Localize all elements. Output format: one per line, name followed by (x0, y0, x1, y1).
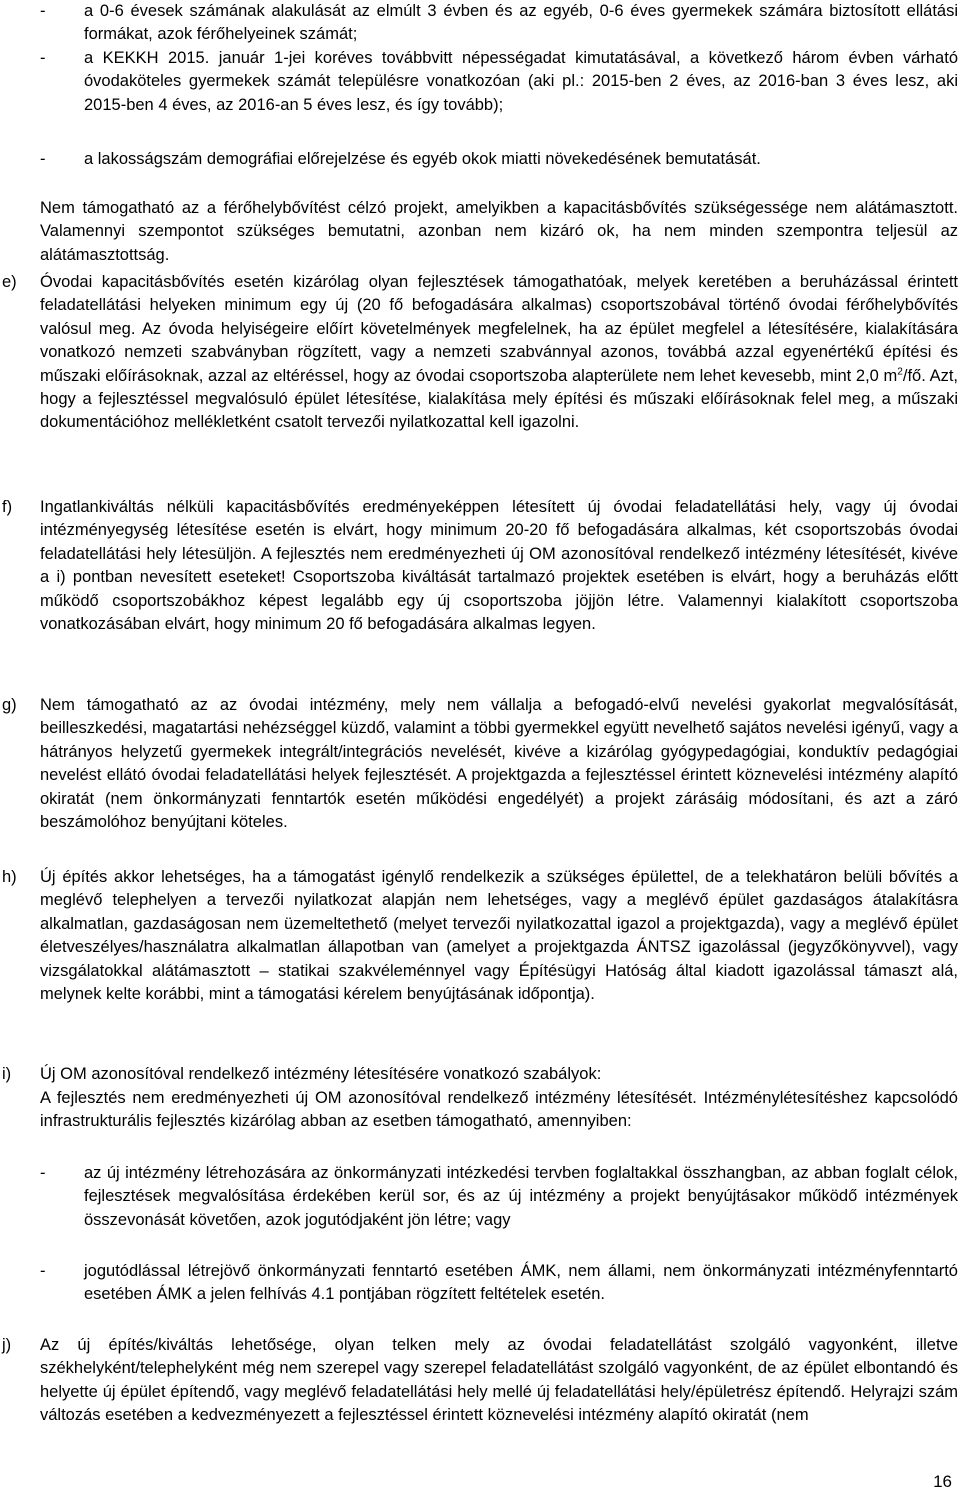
item-h-text: Új építés akkor lehetséges, ha a támogatást igénylő rendelkezik a szükséges épülettel, de a telekhatáron belüli bővítés a meglévő telephelyen a tervezői nyilatkozat alapján nem lehetséges, vagy a meglévő épület gazdaságos átalakításra alkalmatlan, gazdaságosan nem üzemeltethető (melyet tervezői nyilatkozattal igazol a projektgazda), vagy a meglévő épület életveszélyes/használatra alkalmatlan állapotban van (amelyet a projektgazda ÁNTSZ igazolással (jegyzőkönyvvel), vagy vizsgálatokkal alátámasztott – statikai szakvéleménnyel vagy Építésügyi Hatóság által kiadott igazolással támaszt alá, melynek kelte korábbi, mint a támogatási kérelem benyújtásának időpontja). (40, 868, 958, 1004)
item-label-g: g) (2, 696, 17, 714)
item-label-f: f) (2, 498, 13, 516)
bullet-dash: - (40, 1164, 46, 1182)
bullet-item: az új intézmény létrehozására az önkormányzati intézkedési tervben foglaltakkal összhangban, az abban foglalt célok, fejlesztések megvalósítása érdekében kerül sor, és az új intézmény a projekt benyújtásakor működő intézmények összevonását követően, azok jogutódjaként jön létre; vagy (84, 1164, 958, 1229)
item-e-text-b: /fő. Azt, hogy a fejlesztéssel megvalósuló épület létesítése, kialakítása mely építési és műszaki előírásoknak felel meg, a műszaki dokumentációhoz mellékletként csatolt tervezői nyilatkozattal kell igazolni. (40, 366, 958, 432)
bullet-item: jogutódlással létrejövő önkormányzati fenntartó esetében ÁMK, nem állami, nem önkormányzati intézményfenntartó esetében ÁMK a jelen felhívás 4.1 pontjában rögzített feltételek esetén. (84, 1262, 958, 1304)
item-i-intro: Új OM azonosítóval rendelkező intézmény létesítésére vonatkozó szabályok: (40, 1065, 602, 1083)
page-number: 16 (933, 1472, 952, 1491)
item-label-i: i) (2, 1065, 12, 1083)
item-label-h: h) (2, 868, 17, 886)
bullet-dash: - (40, 150, 46, 168)
superscript: 2 (897, 366, 903, 378)
item-e-text (40, 271, 958, 435)
item-i-text: A fejlesztés nem eredményezheti új OM azonosítóval rendelkező intézmény létesítését. Intézménylétesítéshez kapcsolódó infrastrukturális fejlesztés kizárólag abban az esetben támogatható, amennyiben: (40, 1089, 958, 1131)
bullet-item: a lakosságszám demográfiai előrejelzése és egyéb okok miatti növekedésének bemutatását. (84, 150, 761, 168)
item-j-text: Az új építés/kiváltás lehetősége, olyan telken mely az óvodai feladatellátást szolgáló vagyonként, illetve székhelyként/telephelyként még nem szerepel vagy szerepel feladatellátást szolgáló vagyonként, de az épület elbontandó és helyette új épület építendő, vagy meglévő feladatellátási hely mellé új feladatellátási hely/épületrész építendő. Helyrajzi szám változás esetében a kedvezményezett a fejlesztéssel érintett köznevelési intézmény alapító okiratát (nem (40, 1336, 958, 1425)
item-g-text: Nem támogatható az az óvodai intézmény, mely nem vállalja a befogadó-elvű nevelési gyakorlat megvalósítását, beilleszkedési, magatartási nehézséggel küzdő, valamint a többi gyermekkel együtt nevelhető sajátos nevelési igényű, vagy a hátrányos helyzetű gyermekek integrált/integrációs nevelését, kivéve a kizárólag gyógypedagógiai, konduktív pedagógiai nevelést ellátó óvodai feladatellátási helyek fejlesztését. A projektgazda a fejlesztéssel érintett köznevelési intézmény alapító okiratát (nem önkormányzati fenntartók esetén működési engedélyét) a projekt zárásáig módosítani, és azt a záró beszámolóhoz benyújtani köteles. (40, 696, 958, 832)
bullet-item: a 0-6 évesek számának alakulását az elmúlt 3 évben és az egyéb, 0-6 éves gyermekek számára biztosított ellátási formákat, azok férőhelyeinek számát; (84, 2, 958, 44)
bullet-dash: - (40, 49, 46, 67)
paragraph-d-tail: Nem támogatható az a férőhelybővítést célzó projekt, amelyikben a kapacitásbővítés szükségessége nem alátámasztott. Valamennyi szempontot szükséges bemutatni, azonban nem kizáró ok, ha nem minden szempontra teljesül az alátámasztottság. (40, 199, 958, 264)
item-label-j: j) (2, 1336, 12, 1354)
item-label-e: e) (2, 273, 17, 291)
item-e-text-a: Óvodai kapacitásbővítés esetén kizárólag olyan fejlesztések támogathatóak, melyek keretében a beruházással érintett feladatellátási helyeken minimum egy új (20 fő befogadására alkalmas) csoportszobával történő óvodai férőhelybővítés valósul meg. Az óvoda helyiségeire előírt követelmények megfelelnek, ha az épület megfelel a létesítésére, kialakítására vonatkozó nemzeti szabványban rögzített, vagy a nemzeti szabvánnyal azonos, továbbá azzal egyenértékű építési és műszaki előírásoknak, azzal az eltéréssel, hogy az óvodai csoportszoba alapterülete nem lehet kevesebb, mint 2,0 m (40, 273, 958, 385)
item-f-text: Ingatlankiváltás nélküli kapacitásbővítés eredményeképpen létesített új óvodai feladatellátási hely, vagy új óvodai intézményegység létesítése esetén is elvárt, hogy minimum 20-20 fő befogadására alkalmas, két csoportszobás óvodai feladatellátási hely létesüljön. A fejlesztés nem eredményezheti új OM azonosítóval rendelkező intézmény létesítését, kivéve a i) pontban nevesített eseteket! Csoportszoba kiváltását tartalmazó projektek esetében is elvárt, hogy a beruházás előtt működő csoportszobákhoz képest legalább egy új csoportszoba jöjjön létre. Valamennyi kialakított csoportszoba vonatkozásában elvárt, hogy minimum 20 fő befogadására alkalmas legyen. (40, 498, 958, 634)
bullet-item: a KEKKH 2015. január 1-jei koréves továbbvitt népességadat kimutatásával, a következő három évben várható óvodaköteles gyermekek számát településre vonatkozóan (aki pl.: 2015-ben 2 éves, az 2016-ban 3 éves lesz, aki 2015-ben 4 éves, az 2016-an 5 éves lesz, és így tovább); (84, 49, 958, 114)
bullet-dash: - (40, 2, 46, 20)
bullet-dash: - (40, 1262, 46, 1280)
